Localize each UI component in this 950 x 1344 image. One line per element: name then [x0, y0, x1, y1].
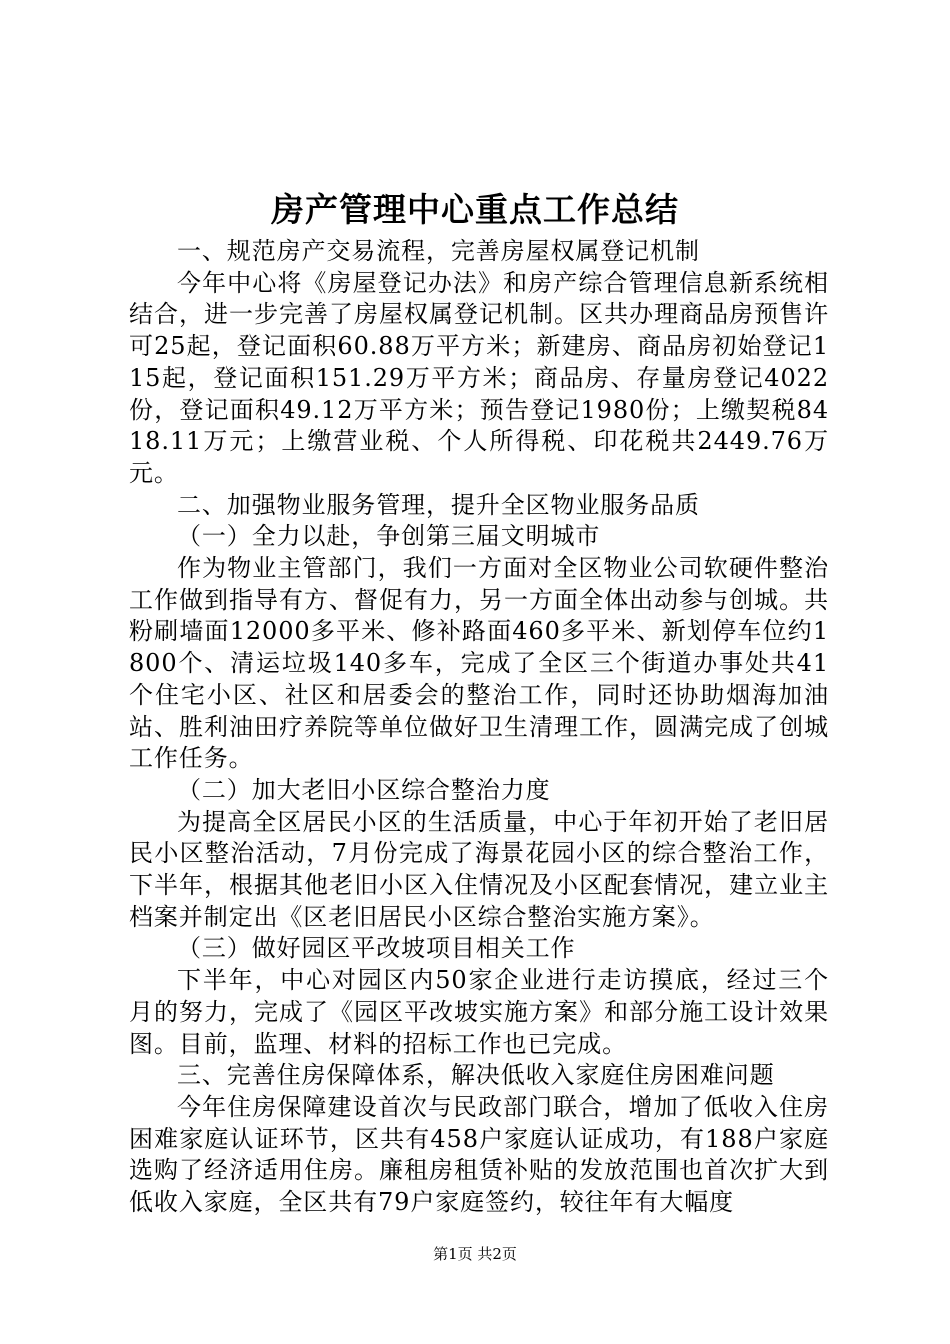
body-paragraph: 下半年，中心对园区内50家企业进行走访摸底，经过三个月的努力，完成了《园区平改坡实施方案》和部分施工设计效果图。目前，监理、材料的招标工作也已完成。 [129, 966, 829, 1058]
subsection-heading-2: （二）加大老旧小区综合整治力度 [177, 775, 551, 804]
section-heading-1: 一、规范房产交易流程，完善房屋权属登记机制 [177, 237, 700, 265]
subsection-heading-1: （一）全力以赴，争创第三届文明城市 [177, 522, 601, 551]
body-paragraph: 今年中心将《房屋登记办法》和房产综合管理信息新系统相结合，进一步完善了房屋权属登记机制。区共办理商品房预售许可25起，登记面积60.88万平方米；新建房、商品房初始登记115起，登记面积151.29万平方米；商品房、存量房登记4022份，登记面积49.12万平方米；预告登记1980份；上缴契税8418.11万元；上缴营业税、个人所得税、印花税共2449.76万元。 [129, 268, 829, 487]
page-footer: 第1页 共2页 [433, 1245, 517, 1263]
body-paragraph: 作为物业主管部门，我们一方面对全区物业公司软硬件整治工作做到指导有方、督促有力，另一方面全体出动参与创城。共粉刷墙面12000多平米、修补路面460多平米、新划停车位约1800个、清运垃圾140多车，完成了全区三个街道办事处共41个住宅小区、社区和居委会的整治工作，同时还协助烟海加油站、胜利油田疗养院等单位做好卫生清理工作，圆满完成了创城工作任务。 [129, 554, 829, 773]
subsection-heading-3: （三）做好园区平改坡项目相关工作 [177, 934, 576, 963]
section-heading-2: 二、加强物业服务管理，提升全区物业服务品质 [177, 490, 700, 519]
document-body [129, 236, 829, 1219]
body-paragraph: 今年住房保障建设首次与民政部门联合，增加了低收入住房困难家庭认证环节，区共有458户家庭认证成功，有188户家庭选购了经济适用住房。廉租房租赁补贴的发放范围也首次扩大到低收入家庭，全区共有79户家庭签约，较往年有大幅度 [129, 1092, 829, 1217]
document-title: 房产管理中心重点工作总结 [271, 190, 679, 229]
body-paragraph: 为提高全区居民小区的生活质量，中心于年初开始了老旧居民小区整治活动，7月份完成了海景花园小区的综合整治工作，下半年，根据其他老旧小区入住情况及小区配套情况，建立业主档案并制定出《区老旧居民小区综合整治实施方案》。 [129, 807, 829, 931]
section-heading-3: 三、完善住房保障体系，解决低收入家庭住房困难问题 [177, 1061, 775, 1090]
